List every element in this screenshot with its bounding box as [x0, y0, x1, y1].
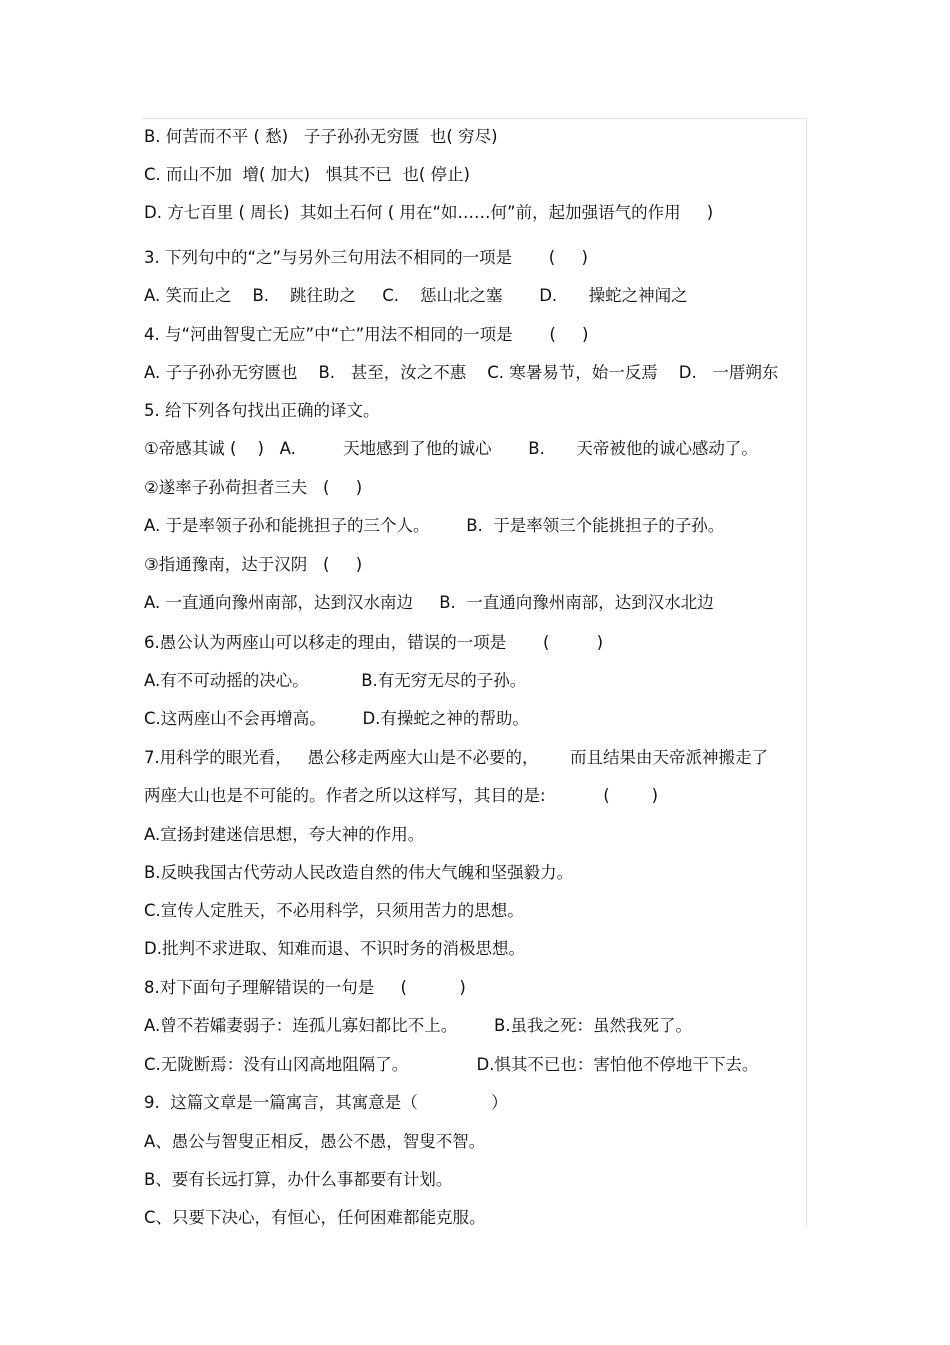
question-7-line-2: 两座大山也是不可能的。作者之所以这样写，其目的是: ( )	[144, 786, 659, 805]
question-6: 6.愚公认为两座山可以移走的理由，错误的一项是 ( )	[144, 633, 604, 652]
question-9: 9. 这篇文章是一篇寓言，其寓意是（ ）	[144, 1093, 508, 1112]
question-7-option-a: A.宣扬封建迷信思想，夸大神的作用。	[144, 825, 425, 844]
question-7-option-d: D.批判不求进取、知难而退、不识时务的消极思想。	[144, 939, 525, 958]
question-7-option-c: C.宣传人定胜天，不必用科学，只须用苦力的思想。	[144, 901, 524, 920]
option-d-line: D. 方七百里 ( 周长) 其如土石何 ( 用在“如……何”前，起加强语气的作用 )	[144, 203, 714, 222]
option-b-line: B. 何苦而不平 ( 愁) 子子孙孙无穷匮 也( 穷尽)	[144, 127, 498, 146]
question-7-option-b: B.反映我国古代劳动人民改造自然的伟大气魄和坚强毅力。	[144, 863, 574, 882]
question-5-item-2: ②遂率子孙荷担者三夫 ( )	[144, 478, 363, 497]
question-5-item-1: ①帝感其诚 ( ) A. 天地感到了他的诚心 B. 天帝被他的诚心感动了。	[144, 439, 758, 458]
question-9-option-a: A、愚公与智叟正相反，愚公不愚，智叟不智。	[144, 1132, 486, 1151]
question-8: 8.对下面句子理解错误的一句是 ( )	[144, 978, 466, 997]
question-5-item-3-options: A. 一直通向豫州南部，达到汉水南边 B. 一直通向豫州南部，达到汉水北边	[144, 593, 714, 612]
question-5: 5. 给下列各句找出正确的译文。	[144, 401, 380, 420]
question-8-options-ab: A.曾不若孀妻弱子：连孤儿寡妇都比不上。 B.虽我之死：虽然我死了。	[144, 1016, 693, 1035]
question-7-line-1: 7.用科学的眼光看， 愚公移走两座大山是不必要的， 而且结果由天帝派神搬走了	[144, 748, 768, 767]
question-9-option-b: B、要有长远打算，办什么事都要有计划。	[144, 1170, 453, 1189]
question-5-item-2-options: A. 于是率领子孙和能挑担子的三个人。 B. 于是率领三个能挑担子的子孙。	[144, 516, 725, 535]
question-5-item-3: ③指通豫南，达于汉阴 ( )	[144, 555, 363, 574]
question-8-options-cd: C.无陇断焉：没有山冈高地阻隔了。 D.惧其不已也：害怕他不停地干下去。	[144, 1055, 759, 1074]
question-4-options: A. 子子孙孙无穷匮也 B. 甚至，汝之不惠 C. 寒暑易节，始一反焉 D. 一厝朔东	[144, 363, 779, 382]
question-3-options: A. 笑而止之 B. 跳往助之 C. 惩山北之塞 D. 操蛇之神闻之	[144, 286, 688, 305]
question-6-options-cd: C.这两座山不会再增高。 D.有操蛇之神的帮助。	[144, 709, 529, 728]
question-3: 3. 下列句中的“之”与另外三句用法不相同的一项是 ( )	[144, 248, 588, 267]
question-9-option-c: C、只要下决心，有恒心，任何困难都能克服。	[144, 1208, 486, 1227]
question-4: 4. 与“河曲智叟亡无应”中“亡”用法不相同的一项是 ( )	[144, 325, 589, 344]
question-6-options-ab: A.有不可动摇的决心。 B.有无穷无尽的子孙。	[144, 671, 527, 690]
option-c-line: C. 而山不加 增( 加大) 惧其不已 也( 停止)	[144, 165, 470, 184]
